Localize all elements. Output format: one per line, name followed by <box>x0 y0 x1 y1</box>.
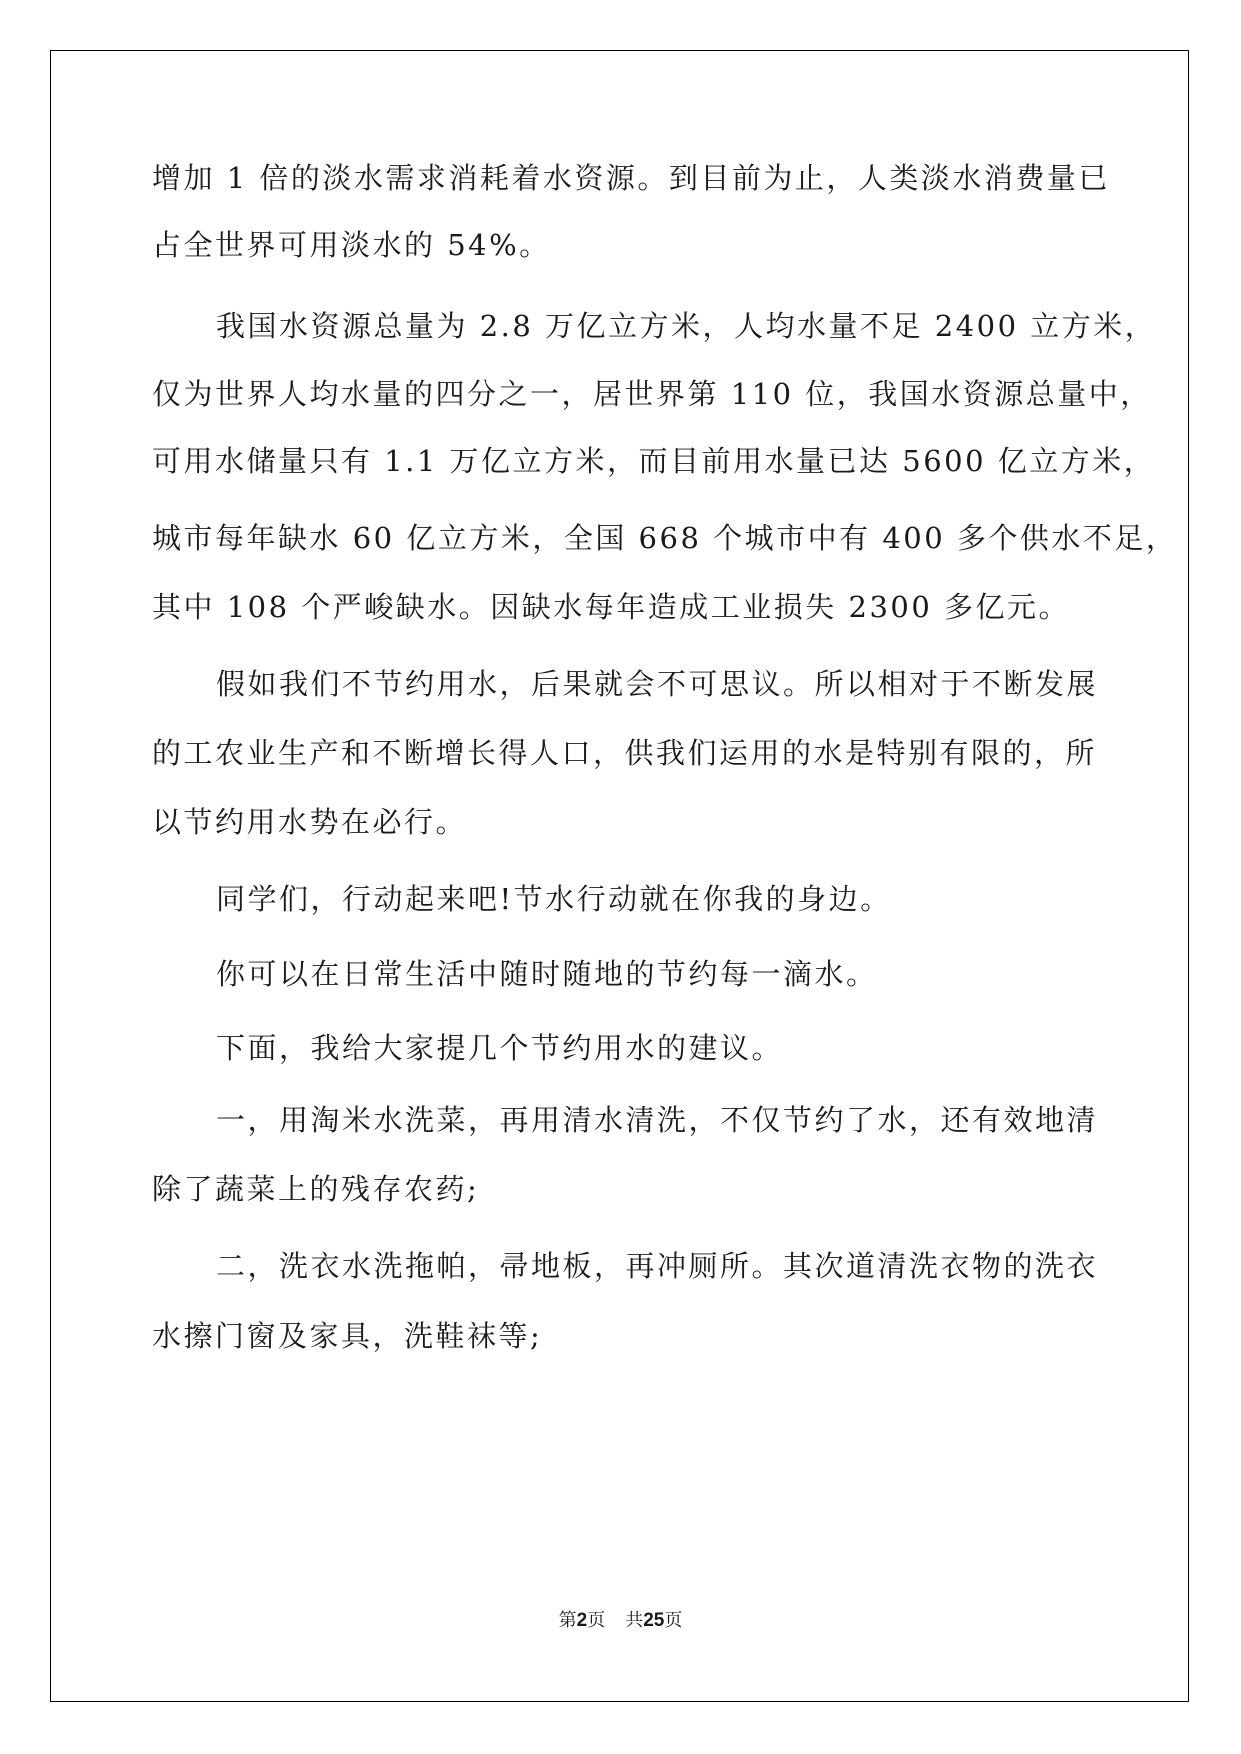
text-line: 假如我们不节约用水，后果就会不可思议。所以相对于不断发展 <box>216 667 1099 701</box>
text-line: 同学们，行动起来吧!节水行动就在你我的身边。 <box>216 882 892 916</box>
page-border <box>50 50 1189 1702</box>
text-line: 一，用淘米水洗菜，再用清水清洗，不仅节约了水，还有效地清 <box>216 1103 1099 1137</box>
page-prefix: 第 <box>558 1610 577 1631</box>
text-line: 占全世界可用淡水的 54%。 <box>152 228 551 262</box>
text-line: 其中 108 个严峻缺水。因缺水每年造成工业损失 2300 多亿元。 <box>152 590 1071 624</box>
page-footer <box>0 1610 1241 1632</box>
text-line: 水擦门窗及家具，洗鞋袜等; <box>152 1319 543 1353</box>
total-pages: 25 <box>643 1610 665 1631</box>
text-line: 除了蔬菜上的残存农药; <box>152 1172 480 1206</box>
page-suffix: 页 <box>587 1610 606 1631</box>
total-suffix: 页 <box>664 1610 683 1631</box>
text-line: 可用水储量只有 1.1 万亿立方米，而目前用水量已达 5600 亿立方米， <box>152 444 1156 478</box>
text-line: 下面，我给大家提几个节约用水的建议。 <box>216 1031 784 1065</box>
text-line: 以节约用水势在必行。 <box>152 805 468 839</box>
page-number: 2 <box>576 1610 588 1631</box>
text-line: 城市每年缺水 60 亿立方米，全国 668 个城市中有 400 多个供水不足， <box>152 521 1178 555</box>
text-line: 增加 1 倍的淡水需求消耗着水资源。到目前为止，人类淡水消费量已 <box>152 161 1110 195</box>
text-line: 二，洗衣水洗拖帕，帚地板，再冲厕所。其次道清洗衣物的洗衣 <box>216 1249 1099 1283</box>
text-line: 仅为世界人均水量的四分之一，居世界第 110 位，我国水资源总量中， <box>152 377 1152 411</box>
text-line: 的工农业生产和不断增长得人口，供我们运用的水是特别有限的，所 <box>152 736 1098 770</box>
text-line: 你可以在日常生活中随时随地的节约每一滴水。 <box>216 957 878 991</box>
total-prefix: 共 <box>625 1610 644 1631</box>
text-line: 我国水资源总量为 2.8 万亿立方米，人均水量不足 2400 立方米， <box>216 309 1157 343</box>
